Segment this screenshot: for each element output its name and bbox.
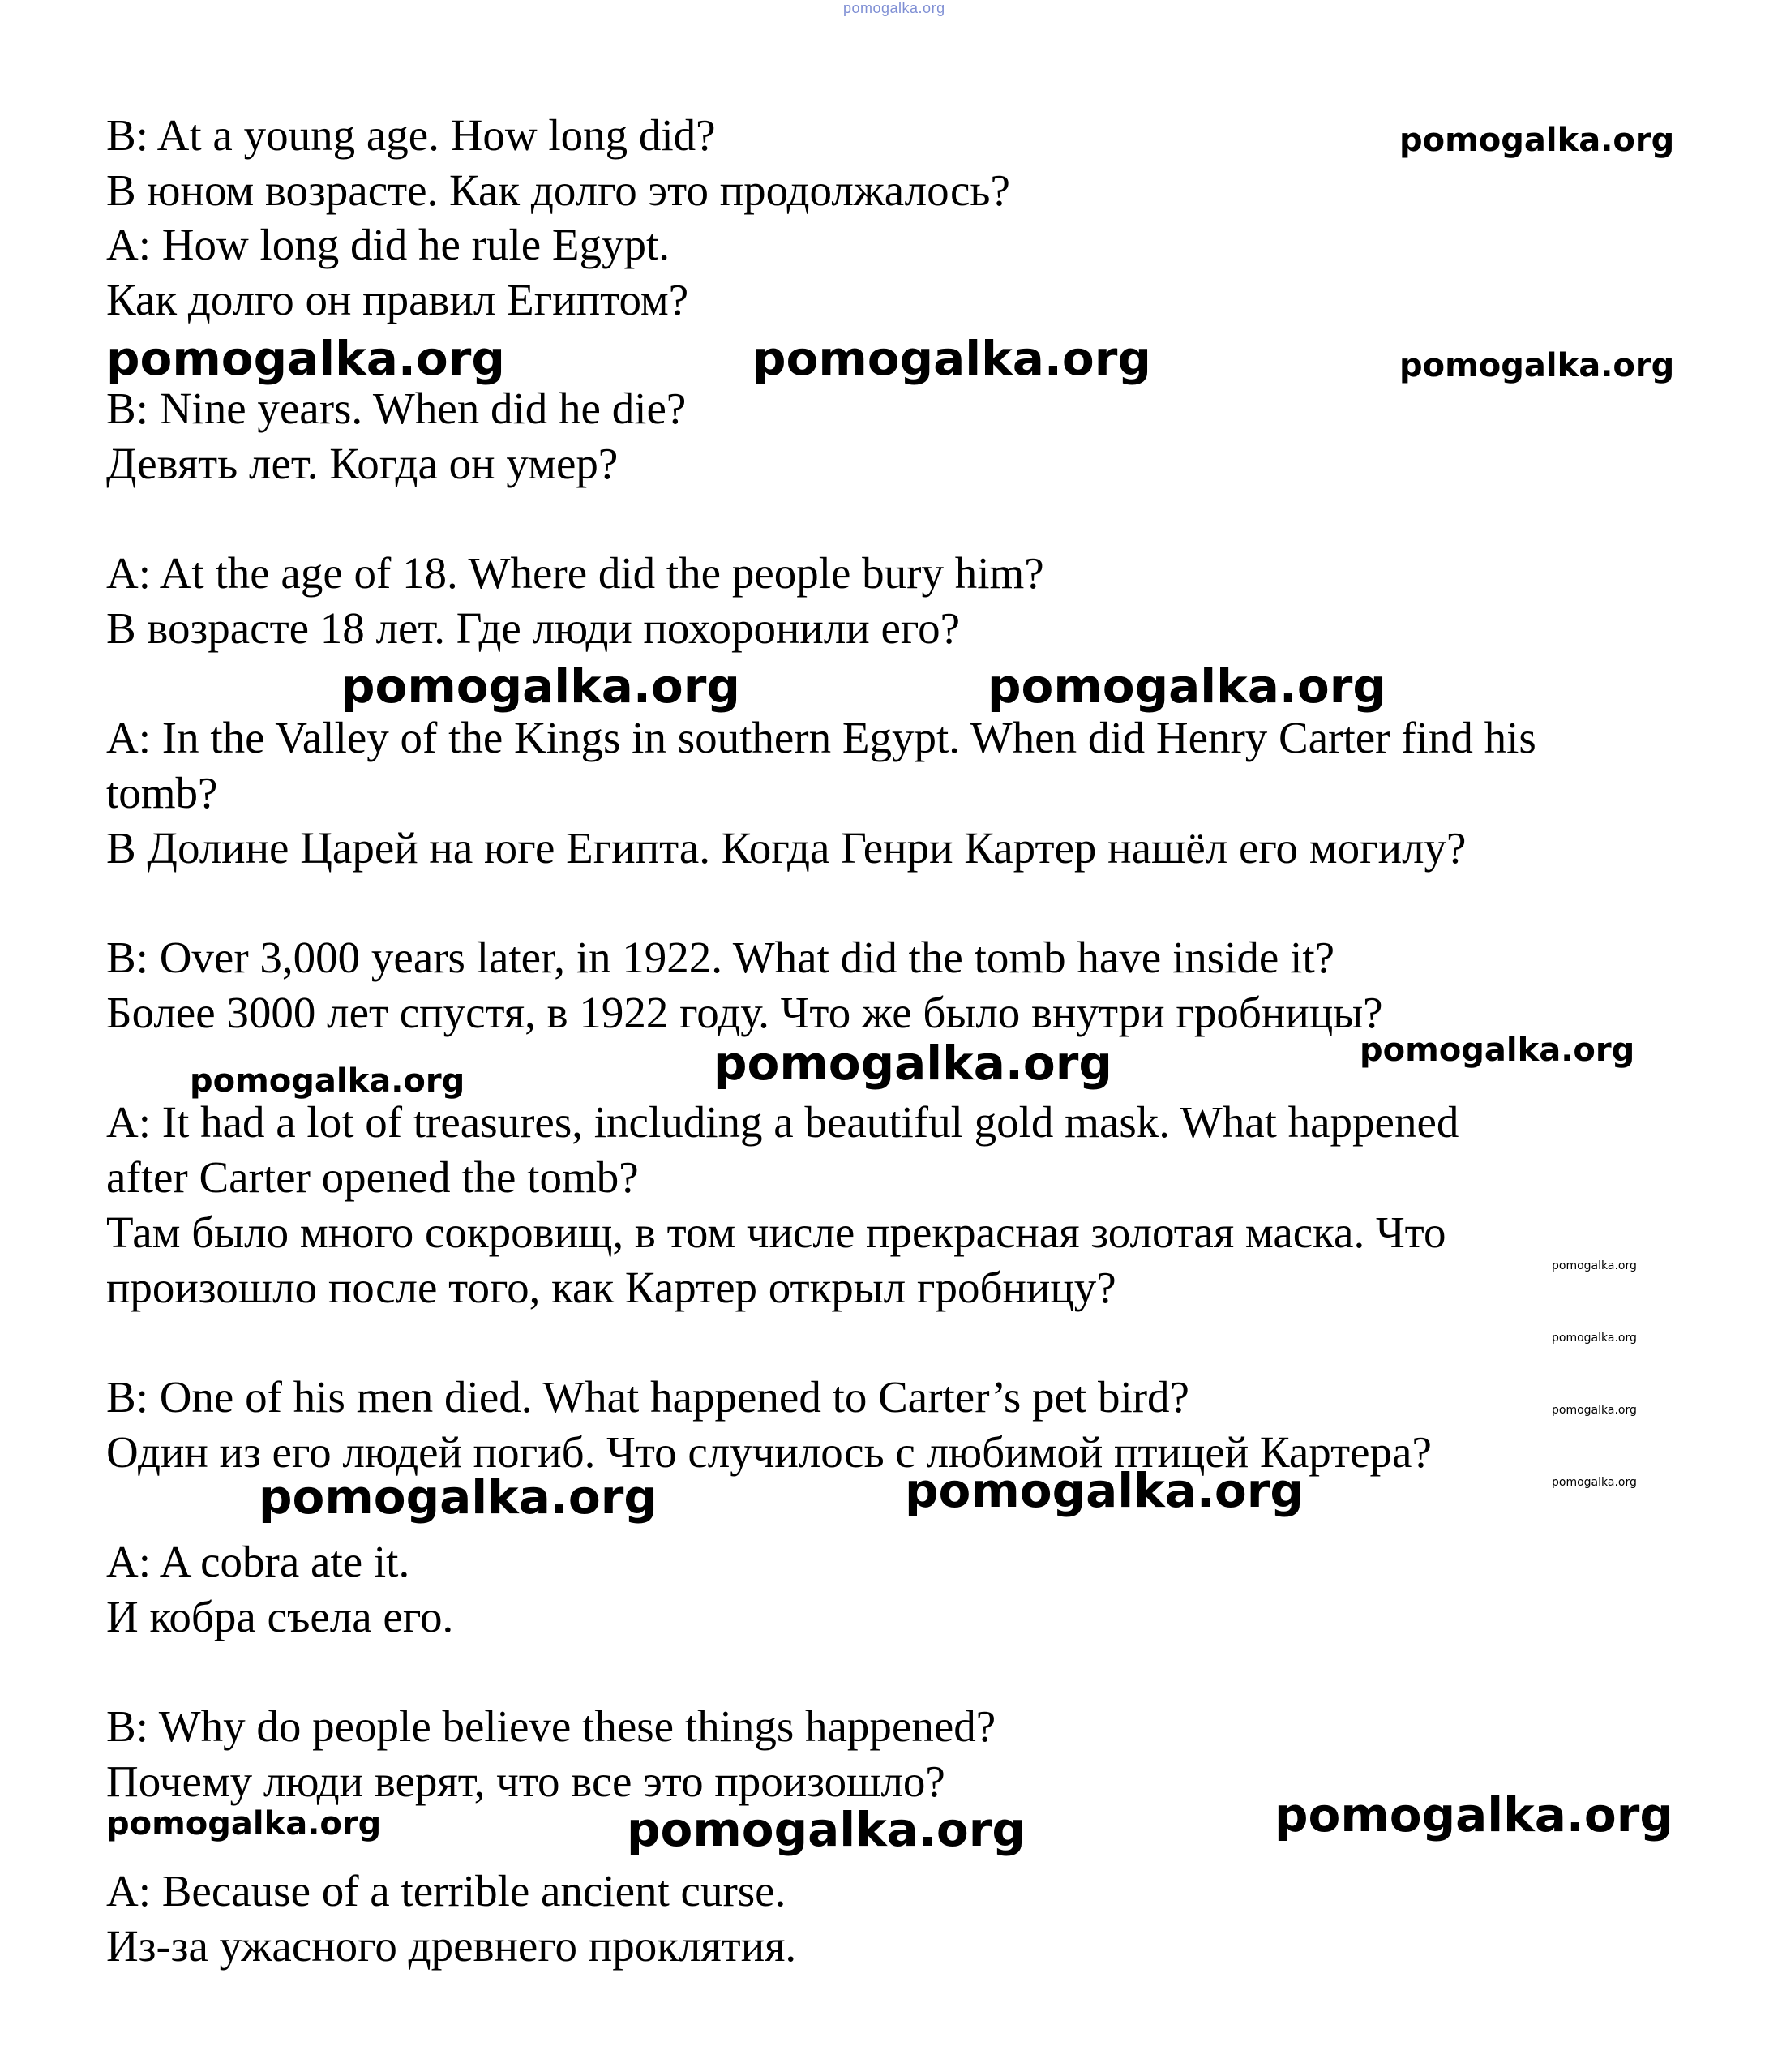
watermark: pomogalka.org — [259, 1469, 658, 1525]
dialogue-line: В Долине Царей на юге Египта. Когда Генри Картер нашёл его могилу? — [106, 823, 1467, 873]
dialogue-line: Девять лет. Когда он умер? — [106, 439, 619, 488]
watermark: pomogalka.org — [1552, 1332, 1637, 1345]
dialogue-line: произошло после того, как Картер открыл гробницу? — [106, 1263, 1116, 1312]
dialogue-line: B: Why do people believe these things happened? — [106, 1701, 996, 1751]
dialogue-line: B: Over 3,000 years later, in 1922. What did the tomb have inside it? — [106, 933, 1335, 982]
watermark: pomogalka.org — [752, 331, 1151, 386]
dialogue-line: Как долго он правил Египтом? — [106, 275, 689, 324]
watermark: pomogalka.org — [905, 1463, 1304, 1518]
dialogue-line: A: How long did he rule Egypt. — [106, 220, 670, 269]
dialogue-line: A: Because of a terrible ancient curse. — [106, 1866, 786, 1915]
dialogue-line: tomb? — [106, 768, 218, 817]
dialogue-line: Там было много сокровищ, в том числе прекрасная золотая маска. Что — [106, 1208, 1446, 1257]
watermark: pomogalka.org — [1552, 1476, 1637, 1489]
watermark: pomogalka.org — [106, 331, 505, 386]
dialogue-line: B: Nine years. When did he die? — [106, 384, 687, 433]
dialogue-line: A: It had a lot of treasures, including a beautiful gold mask. What happened — [106, 1097, 1459, 1147]
watermark: pomogalka.org — [1360, 1032, 1635, 1069]
dialogue-line: Один из его людей погиб. Что случилось с любимой птицей Картера? — [106, 1427, 1432, 1477]
dialogue-line: A: A cobra ate it. — [106, 1537, 410, 1586]
watermark: pomogalka.org — [987, 658, 1386, 714]
dialogue-line: Почему люди верят, что все это произошло? — [106, 1757, 945, 1806]
watermark: pomogalka.org — [1552, 1259, 1637, 1272]
dialogue-line: after Carter opened the tomb? — [106, 1152, 639, 1202]
dialogue-line: A: At the age of 18. Where did the people bury him? — [106, 548, 1044, 598]
dialogue-line: Из-за ужасного древнего проклятия. — [106, 1921, 797, 1971]
dialogue-line: B: One of his men died. What happened to Carter’s pet bird? — [106, 1372, 1189, 1422]
watermark: pomogalka.org — [1399, 122, 1675, 159]
watermark: pomogalka.org — [627, 1802, 1026, 1857]
dialogue-line: A: In the Valley of the Kings in southern Egypt. When did Henry Carter find his — [106, 713, 1536, 762]
dialogue-line: И кобра съела его. — [106, 1592, 454, 1641]
watermark: pomogalka.org — [1399, 347, 1675, 384]
watermark: pomogalka.org — [190, 1062, 465, 1100]
dialogue-line: В юном возрасте. Как долго это продолжалось? — [106, 165, 1010, 215]
header-site-mark: pomogalka.org — [843, 0, 945, 16]
watermark: pomogalka.org — [1274, 1787, 1673, 1842]
dialogue-line: В возрасте 18 лет. Где люди похоронили его? — [106, 603, 960, 653]
watermark: pomogalka.org — [341, 658, 740, 714]
dialogue-line: Более 3000 лет спустя, в 1922 году. Что же было внутри гробницы? — [106, 988, 1383, 1037]
watermark: pomogalka.org — [1552, 1404, 1637, 1417]
watermark: pomogalka.org — [106, 1805, 382, 1842]
watermark: pomogalka.org — [713, 1036, 1112, 1091]
dialogue-line: B: At a young age. How long did? — [106, 110, 716, 160]
